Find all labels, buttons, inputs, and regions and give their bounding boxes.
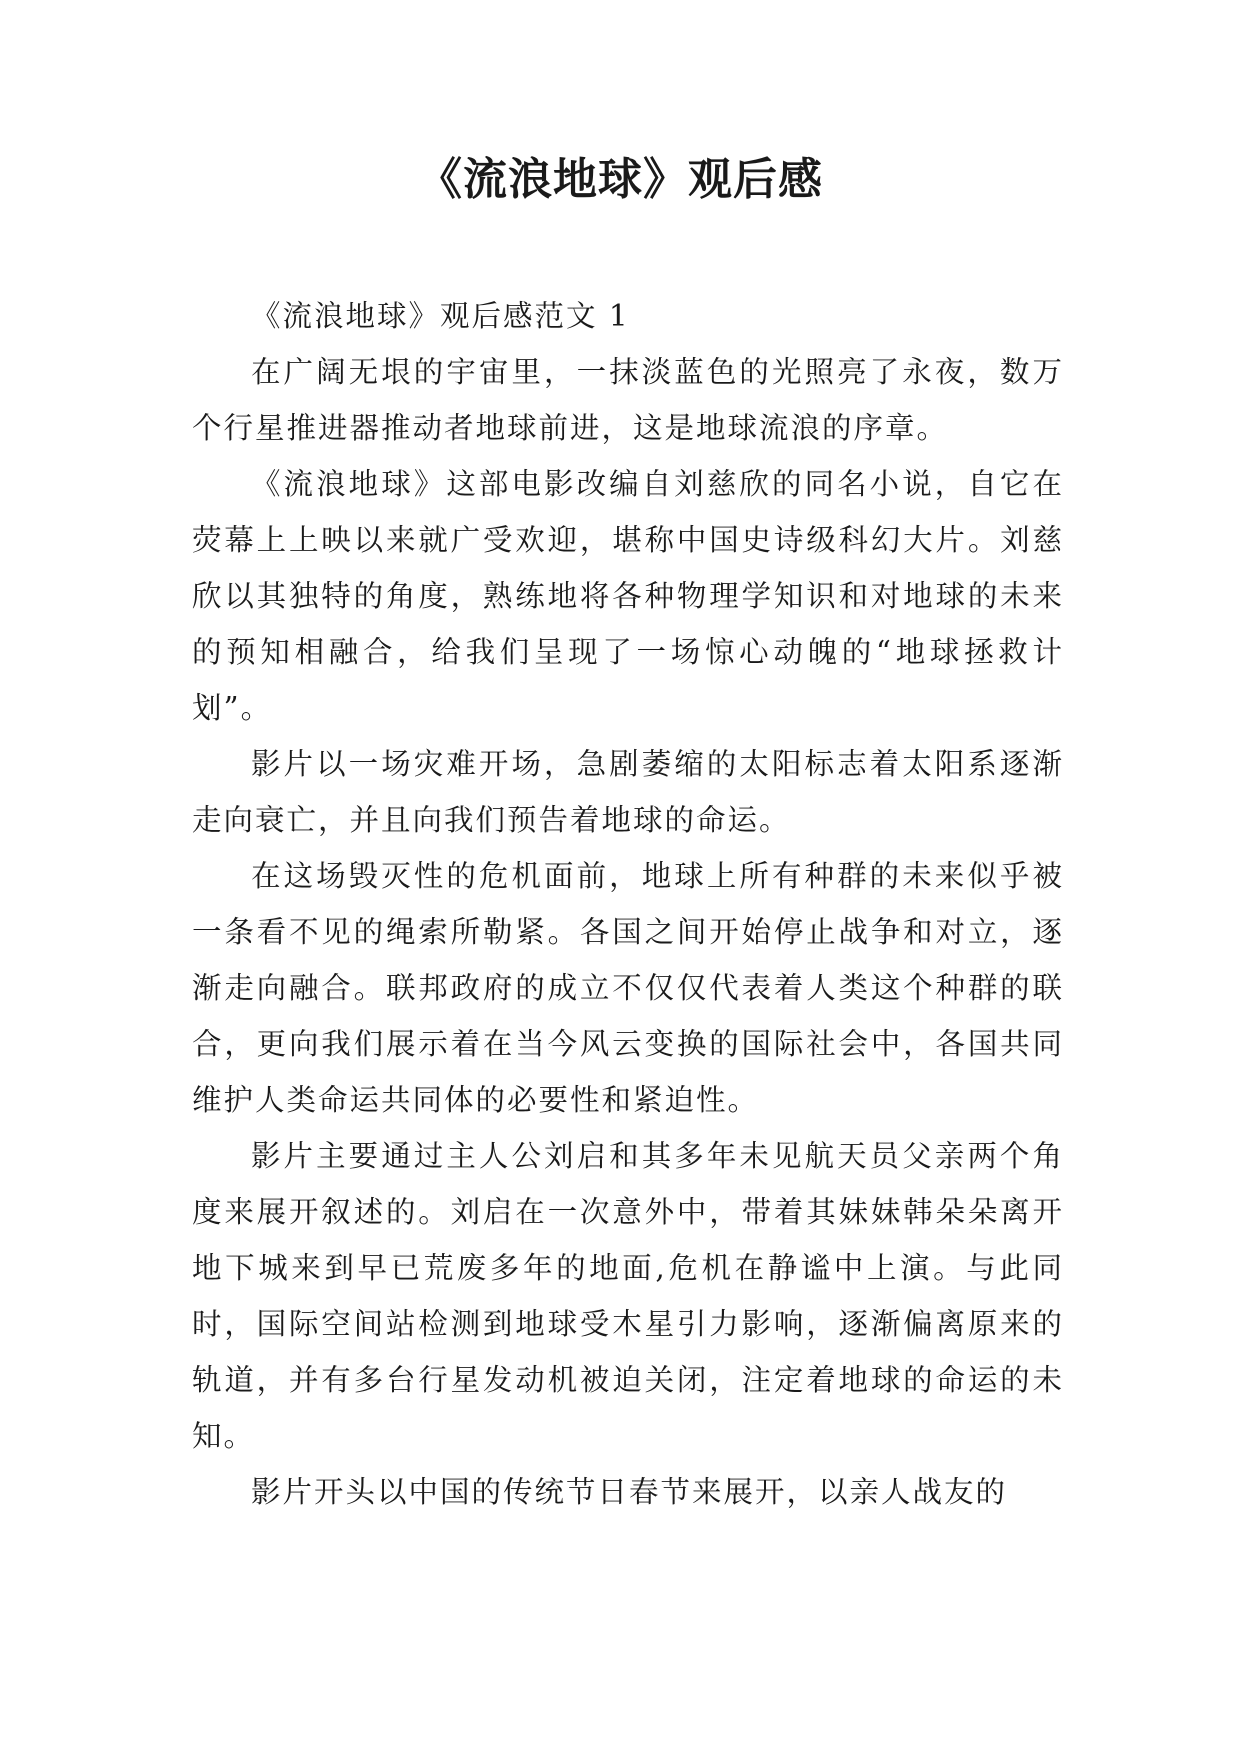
document-title: 《流浪地球》观后感	[418, 154, 823, 205]
paragraph: 影片主要通过主人公刘启和其多年未见航天员父亲两个角度来展开叙述的。刘启在一次意外中，带着其妹妹韩朵朵离开地下城来到早已荒废多年的地面,危机在静谧中上演。与此同时，国际空间站检测到地球受木星引力影响，逐渐偏离原来的轨道，并有多台行星发动机被迫关闭，注定着地球的命运的未知。	[192, 1139, 1064, 1453]
paragraph: 《流浪地球》这部电影改编自刘慈欣的同名小说，自它在荧幕上上映以来就广受欢迎，堪称中国史诗级科幻大片。刘慈欣以其独特的角度，熟练地将各种物理学知识和对地球的未来的预知相融合，给我们呈现了一场惊心动魄的“地球拯救计划”。	[192, 467, 1064, 725]
paragraph: 影片以一场灾难开场，急剧萎缩的太阳标志着太阳系逐渐走向衰亡，并且向我们预告着地球的命运。	[192, 747, 1064, 837]
paragraph: 在这场毁灭性的危机面前，地球上所有种群的未来似乎被一条看不见的绳索所勒紧。各国之间开始停止战争和对立，逐渐走向融合。联邦政府的成立不仅仅代表着人类这个种群的联合，更向我们展示着在当今风云变换的国际社会中，各国共同维护人类命运共同体的必要性和紧迫性。	[192, 859, 1064, 1117]
essay-subtitle: 《流浪地球》观后感范文 1	[251, 299, 630, 333]
paragraph: 影片开头以中国的传统节日春节来展开，以亲人战友的	[251, 1475, 1008, 1509]
paragraph: 在广阔无垠的宇宙里，一抹淡蓝色的光照亮了永夜，数万个行星推进器推动者地球前进，这是地球流浪的序章。	[192, 355, 1064, 445]
document-body	[192, 288, 1064, 1520]
